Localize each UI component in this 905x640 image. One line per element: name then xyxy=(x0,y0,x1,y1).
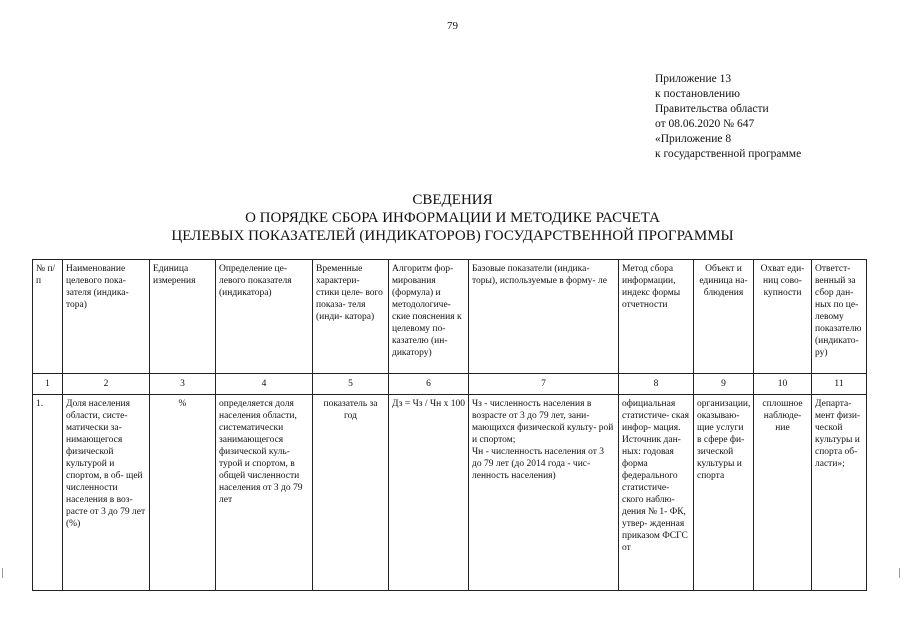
collection-method-cell: официальная статистиче- ская инфор- мация. Источник дан- ных: годовая форма федерального статистиче- ского наблю- дения № 1- ФК, утвер- жденная приказом ФСГС от xyxy=(619,395,694,591)
table-row xyxy=(33,395,867,591)
appendix-line: к постановлению xyxy=(655,88,740,100)
page-number: 79 xyxy=(447,20,458,32)
header-cell-unit: Единица измерения xyxy=(150,260,216,374)
column-number: 8 xyxy=(619,374,694,395)
column-number: 1 xyxy=(33,374,63,395)
formula-cell: Дз = Чз / Чн х 100 xyxy=(389,395,469,591)
header-cell-indicator-name: Наименование целевого пока- зателя (индика- тора) xyxy=(63,260,150,374)
header-cell-time-characteristics: Временные характери- стики целе- вого показа- теля (инди- катора) xyxy=(313,260,389,374)
observation-object-cell: организации, оказываю- щие услуги в сфере фи- зической культуры и спорта xyxy=(694,395,754,591)
indicators-table xyxy=(32,259,867,591)
header-cell-coverage: Охват еди- ниц сово- купности xyxy=(754,260,812,374)
appendix-note xyxy=(655,72,801,162)
time-characteristics-cell: показатель за год xyxy=(313,395,389,591)
header-cell-responsible: Ответст- венный за сбор дан- ных по це- левому показателю (индикато- ру) xyxy=(812,260,867,374)
column-number-row xyxy=(33,374,867,395)
title-line: О ПОРЯДКЕ СБОРА ИНФОРМАЦИИ И МЕТОДИКЕ РАСЧЕТА xyxy=(245,210,660,226)
header-cell-definition: Определение це- левого показателя (индикатора) xyxy=(216,260,313,374)
scan-edge-mark xyxy=(899,568,900,578)
column-number: 9 xyxy=(694,374,754,395)
header-cell-number: № п/п xyxy=(33,260,63,374)
document-title xyxy=(0,191,905,245)
title-line: СВЕДЕНИЯ xyxy=(412,192,493,208)
appendix-line: от 08.06.2020 № 647 xyxy=(655,118,755,130)
column-number: 6 xyxy=(389,374,469,395)
row-number-cell: 1. xyxy=(33,395,63,591)
header-cell-observation-object: Объект и единица на- блюдения xyxy=(694,260,754,374)
column-number: 10 xyxy=(754,374,812,395)
column-number: 4 xyxy=(216,374,313,395)
indicator-name-cell: Доля населения области, систе- матически за- нимающегося физической культурой и спортом, в об- щей численности населения в воз- расте от 3 до 79 лет (%) xyxy=(63,395,150,591)
coverage-cell: сплошное наблюде- ние xyxy=(754,395,812,591)
column-number: 7 xyxy=(469,374,619,395)
unit-cell: % xyxy=(150,395,216,591)
column-number: 3 xyxy=(150,374,216,395)
header-cell-collection-method: Метод сбора информации, индекс формы отчетности xyxy=(619,260,694,374)
base-indicators-cell: Чз - численность населения в возрасте от 3 до 79 лет, зани- мающихся физической культу- рой и спортом; Чн - численность населения от 3 до 79 лет (до 2014 года - чис- ленность населения) xyxy=(469,395,619,591)
scan-edge-mark xyxy=(2,568,3,578)
title-line: ЦЕЛЕВЫХ ПОКАЗАТЕЛЕЙ (ИНДИКАТОРОВ) ГОСУДАРСТВЕННОЙ ПРОГРАММЫ xyxy=(171,228,734,244)
column-number: 2 xyxy=(63,374,150,395)
column-number: 5 xyxy=(313,374,389,395)
column-number: 11 xyxy=(812,374,867,395)
definition-cell: определяется доля населения области, систематически занимающегося физической куль- турой и спортом, в общей численности населения от 3 до 79 лет xyxy=(216,395,313,591)
header-cell-algorithm: Алгоритм фор- мирования (формула) и методологиче- ские пояснения к целевому по- казателю (ин- дикатору) xyxy=(389,260,469,374)
responsible-cell: Департа- мент физи- ческой культуры и спорта об- ласти»; xyxy=(812,395,867,591)
appendix-line: Приложение 13 xyxy=(655,73,732,85)
header-cell-base-indicators: Базовые показатели (индика- торы), используемые в форму- ле xyxy=(469,260,619,374)
appendix-line: «Приложение 8 xyxy=(655,133,732,145)
appendix-line: Правительства области xyxy=(655,103,769,115)
appendix-line: к государственной программе xyxy=(655,148,802,160)
table-header-row xyxy=(33,260,867,374)
